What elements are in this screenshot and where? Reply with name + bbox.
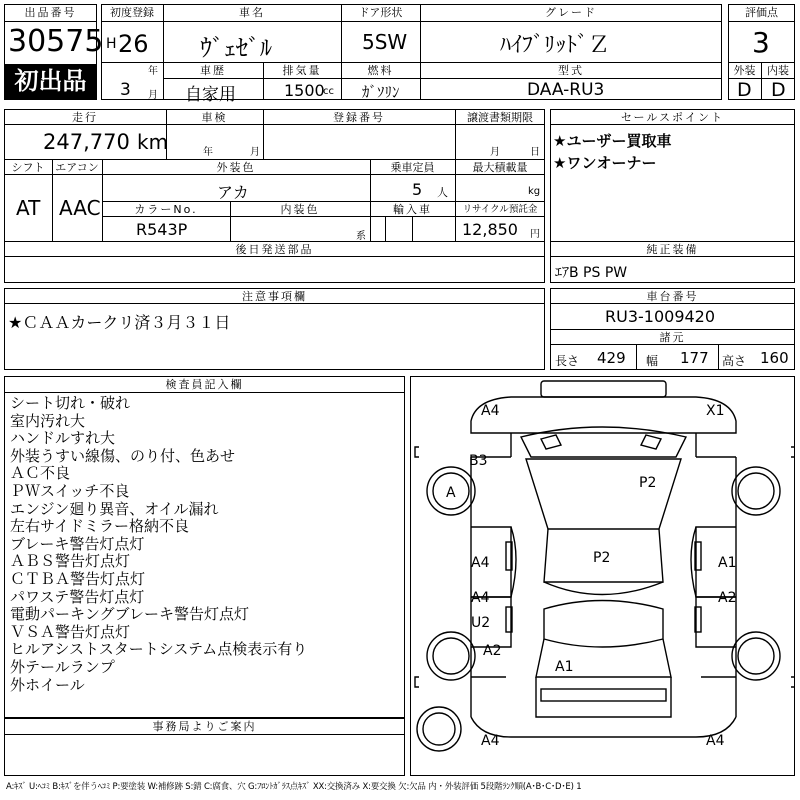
door-label: ドア形状 [358,6,403,19]
shift-label: シフト [11,161,45,174]
car-name: ｳﾞｪｾﾞﾙ [200,34,272,62]
year-unit: 年 [148,66,158,77]
color-no-label: カラーNo. [134,203,198,216]
disp-label: 排気量 [282,64,322,77]
mark-sill-rl: U2 [471,615,491,631]
inspector-line: 左右サイドミラー格納不良 [10,517,189,536]
disp-unit: cc [323,86,334,97]
mileage-unit: km [137,130,169,154]
inspector-line: ＡＣ不良 [10,464,71,483]
caution-label: 注意事項欄 [242,290,307,303]
month-unit: 月 [148,90,158,101]
recycle-label: リサイクル預託金 [462,204,538,215]
inspector-line: ＣＴＢＡ警告灯点灯 [10,569,146,588]
history-label: 車歴 [200,64,226,77]
sales-item: ★ワンオーナー [553,154,657,172]
name-label: 車名 [239,6,265,19]
inspector-line: シート切れ・破れ [10,394,131,412]
import-label: 輸入車 [393,203,432,216]
cap-label: 乗車定員 [390,161,435,174]
transfer-day-unit: 日 [530,147,540,158]
score-label: 評価点 [745,6,778,19]
history: 自家用 [185,85,236,105]
sales-item: ★ユーザー買取車 [553,132,672,150]
inspector-line: ハンドルすれ大 [10,429,116,448]
inspect-month-unit: 月 [250,147,260,158]
recycle-fee: 12,850 [462,220,518,239]
overall-score: 3 [752,26,770,59]
load-unit: kg [528,186,541,197]
width-label: 幅 [646,354,659,368]
mark-rear-left: A4 [481,733,500,749]
mark-door-rl: A4 [471,590,490,606]
equipment: ｴｱB PS PW [555,265,628,281]
mileage-label: 走行 [72,111,98,124]
reg-label: 初度登録 [110,6,154,19]
color-label: 外装色 [216,161,256,174]
dims-label: 諸元 [659,331,686,344]
reg-month: 3 [120,80,131,100]
era: H [106,36,117,52]
inspector-line: ヒルアシストスタートシステム点検表示有り [10,640,308,659]
damage-diagram [410,376,795,776]
length: 429 [597,349,626,367]
plate-label: 登録番号 [333,111,385,124]
inspector-line: 電動パーキングブレーキ警告灯点灯 [10,605,249,624]
first-listing-badge: 初出品 [5,64,96,99]
height-label: 高さ [722,354,747,368]
model-code: DAA-RU3 [527,80,605,100]
ext-label: 外装 [733,64,756,77]
inspector-label: 検査員記入欄 [165,378,244,391]
displacement: 1500 [284,81,325,100]
inspect-label: 車検 [201,111,228,124]
mark-hood: P2 [639,475,657,491]
ac-label: エアコン [55,161,99,174]
capacity: 5 [412,180,423,199]
inspector-line: ＡＢＳ警告灯点灯 [10,552,131,571]
int-color-label: 内装色 [280,203,320,216]
recycle-unit: 円 [530,229,540,240]
mark-quarter-left: A2 [483,643,502,659]
grade: ﾊｲﾌﾞﾘｯﾄﾞＺ [500,33,611,58]
transfer-label: 譲渡書類期限 [467,111,533,124]
lot-label: 出品番号 [24,6,77,19]
inspector-line: ＰＷスイッチ不良 [10,481,130,500]
inspector-line: 外ホイール [10,675,85,694]
inspector-line: 外装うすい線傷、のり付、色あせ [10,446,236,465]
car-diagram-svg [411,377,795,776]
mark-roof: P2 [593,550,611,566]
door-type: 5SW [362,30,408,54]
fuel: ｶﾞｿﾘﾝ [362,83,400,101]
height: 160 [760,349,789,367]
width: 177 [680,349,709,367]
inspector-line: エンジン廻り異音、オイル漏れ [10,499,219,518]
mark-front-left: A4 [481,403,500,419]
mark-door-fr: A1 [718,555,737,571]
mark-fender-left: B3 [469,453,488,469]
fuel-label: 燃料 [367,64,394,77]
inspector-notes [10,395,307,694]
length-label: 長さ [555,354,580,368]
grade-label: グレード [545,6,597,19]
int-score: D [771,79,786,101]
office-label: 事務局よりご案内 [152,720,257,733]
shift: AT [16,196,41,220]
later-parts-label: 後日発送部品 [235,243,314,256]
inspector-line: ブレーキ警告灯点灯 [10,534,145,553]
inspect-year-unit: 年 [203,147,213,158]
mark-rear-right: A4 [706,733,725,749]
mark-door-fl: A4 [471,555,490,571]
cap-unit: 人 [437,186,448,199]
legend: A:ｷｽﾞ U:ﾍｺﾐ B:ｷｽﾞを伴うﾍｺﾐ P:要塗装 W:補修跡 S:錆 C:腐食、穴 G:ﾌﾛﾝﾄｶﾞﾗｽ点ｷｽﾞ XX:交換済み X:要交換 欠:欠品 内・外装評価 5段階ﾗﾝｸ順(A･B･C･D･E) 1 [6,782,582,792]
inspector-line: パワステ警告灯点灯 [10,587,145,606]
reg-year: 26 [118,30,149,58]
ext-score: D [737,79,752,101]
inspector-line: ＶＳＡ警告灯点灯 [10,622,131,641]
inspector-line: 室内汚れ大 [10,411,86,430]
equip-label: 純正装備 [646,243,699,256]
int-label: 内装 [767,64,789,77]
body-color: アカ [217,183,249,202]
mark-rear: A1 [555,659,574,675]
int-color-unit: 系 [356,231,366,242]
color-no: R543P [136,220,188,239]
sales-label: セールスポイント [620,111,724,124]
mark-wheel-fl: A [446,485,456,501]
aircon: AAC [59,196,101,220]
inspector-line: 外テールランプ [10,657,115,676]
mark-front-right: X1 [706,403,725,419]
lot-number: 30575 [8,24,104,59]
transfer-month-unit: 月 [490,147,500,158]
caution-text: ★ＣＡＡカークリ済３月３１日 [8,313,231,332]
chassis-label: 車台番号 [646,290,699,303]
mileage: 247,770 [43,130,130,154]
mark-door-rr: A2 [718,590,737,606]
load-label: 最大積載量 [472,161,528,174]
model-label: 型式 [558,64,584,77]
chassis-number: RU3-1009420 [605,307,716,326]
